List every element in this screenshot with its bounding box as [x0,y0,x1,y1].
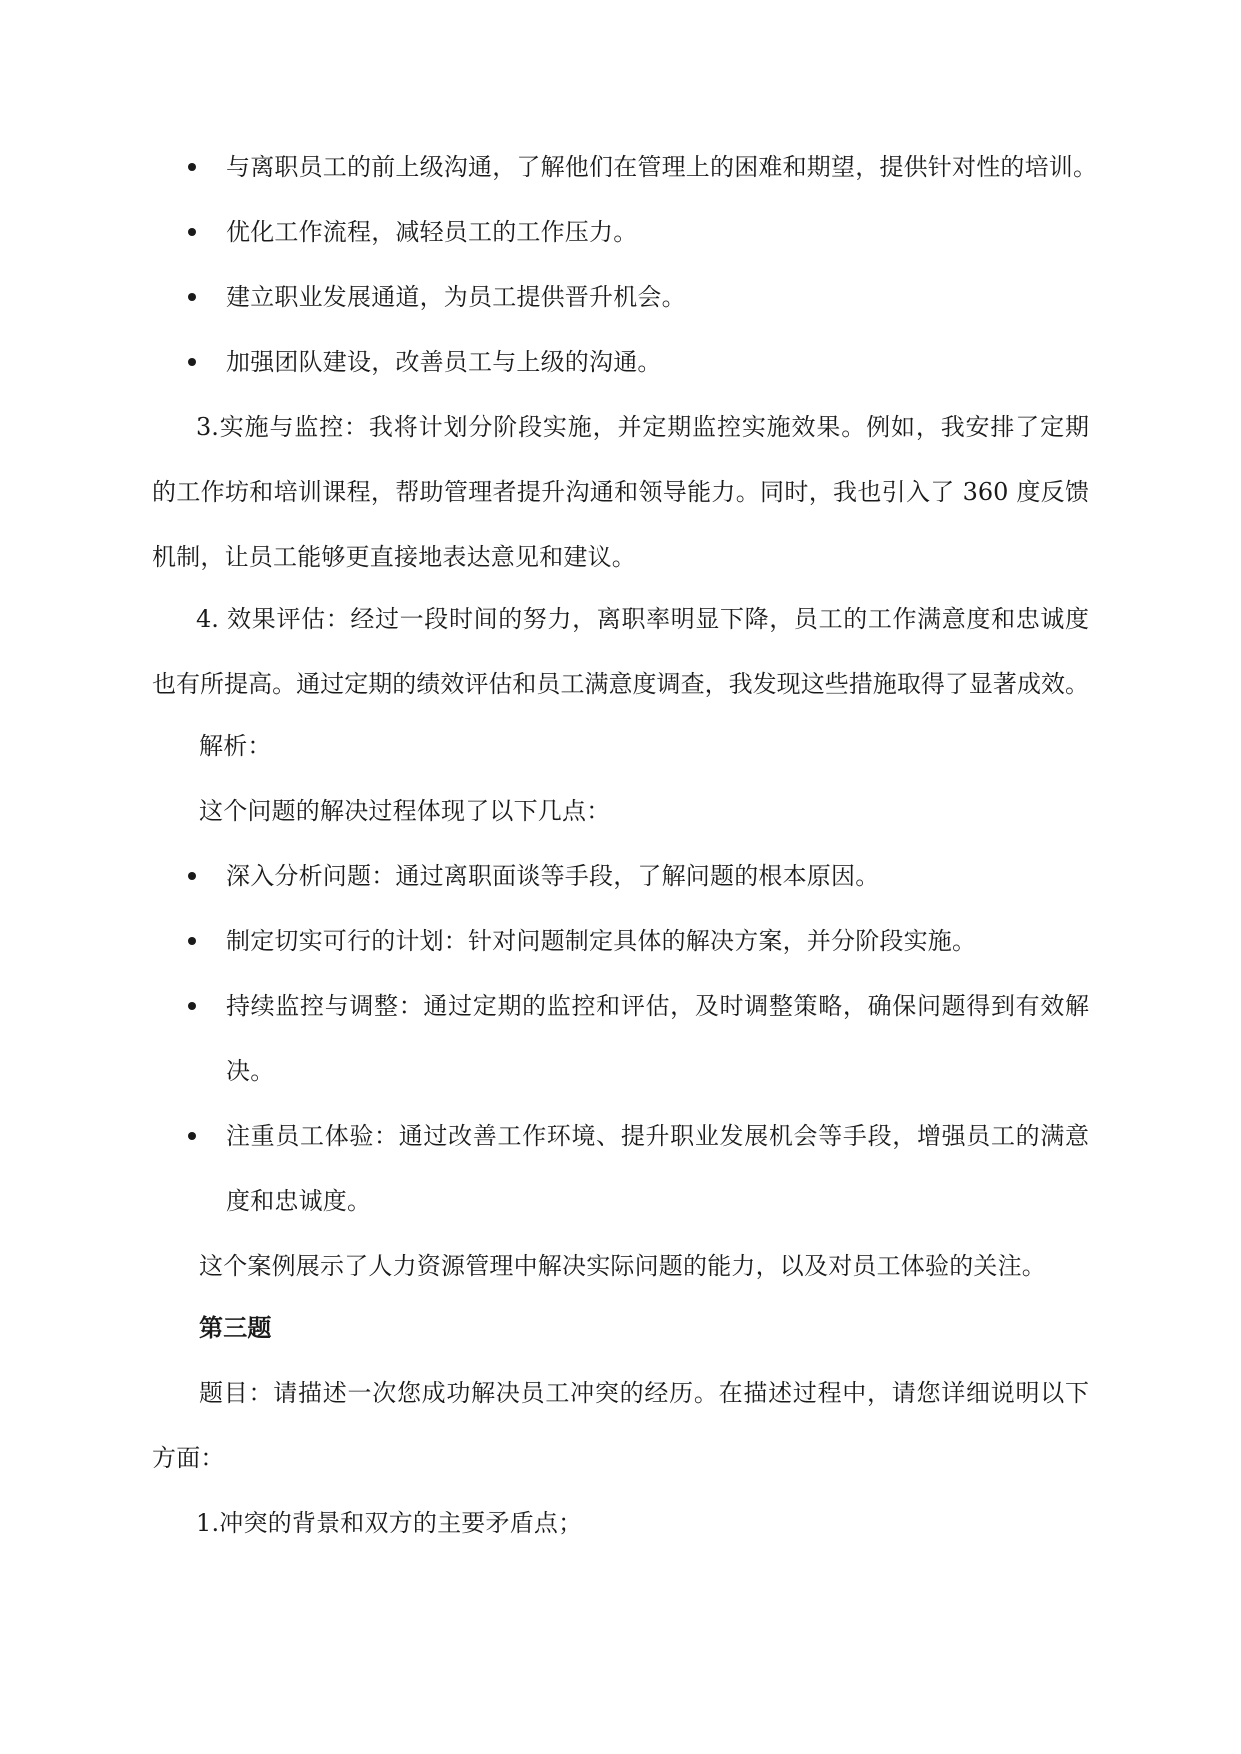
section-heading: 第三题 [199,1313,272,1342]
paragraph-line: 机制，让员工能够更直接地表达意见和建议。 [152,543,636,571]
bullet-icon [188,872,196,880]
list-item: 注重员工体验：通过改善工作环境、提升职业发展机会等手段，增强员工的满意 [226,1122,1089,1150]
list-item: 优化工作流程，减轻员工的工作压力。 [226,218,638,246]
paragraph-line: 题目：请描述一次您成功解决员工冲突的经历。在描述过程中，请您详细说明以下 [199,1379,1089,1407]
list-item: 与离职员工的前上级沟通，了解他们在管理上的困难和期望，提供针对性的培训。 [226,153,1098,181]
bullet-icon [188,163,196,171]
bullet-icon [188,1002,196,1010]
bullet-icon [188,937,196,945]
bullet-icon [188,1132,196,1140]
paragraph-line: 这个案例展示了人力资源管理中解决实际问题的能力，以及对员工体验的关注。 [199,1252,1046,1280]
bullet-icon [188,358,196,366]
list-item: 建立职业发展通道，为员工提供晋升机会。 [226,283,686,311]
list-item-continuation: 决。 [226,1057,275,1085]
list-item: 持续监控与调整：通过定期的监控和评估，及时调整策略，确保问题得到有效解 [226,992,1089,1020]
list-item: 制定切实可行的计划：针对问题制定具体的解决方案，并分阶段实施。 [226,927,977,955]
bullet-icon [188,228,196,236]
paragraph-line: 3.实施与监控：我将计划分阶段实施，并定期监控实施效果。例如，我安排了定期 [196,413,1089,441]
paragraph-line: 方面： [152,1444,225,1472]
section-label: 解析： [199,732,272,760]
paragraph-line: 这个问题的解决过程体现了以下几点： [199,797,611,825]
bullet-icon [188,293,196,301]
list-item: 加强团队建设，改善员工与上级的沟通。 [226,348,662,376]
list-item: 1.冲突的背景和双方的主要矛盾点； [196,1509,583,1537]
paragraph-line: 也有所提高。通过定期的绩效评估和员工满意度调查，我发现这些措施取得了显著成效。 [152,670,1089,698]
list-item: 深入分析问题：通过离职面谈等手段，了解问题的根本原因。 [226,862,880,890]
paragraph-line: 4. 效果评估：经过一段时间的努力，离职率明显下降，员工的工作满意度和忠诚度 [196,605,1089,633]
paragraph-line: 的工作坊和培训课程，帮助管理者提升沟通和领导能力。同时，我也引入了 360 度反馈 [152,478,1089,506]
list-item-continuation: 度和忠诚度。 [226,1187,372,1215]
